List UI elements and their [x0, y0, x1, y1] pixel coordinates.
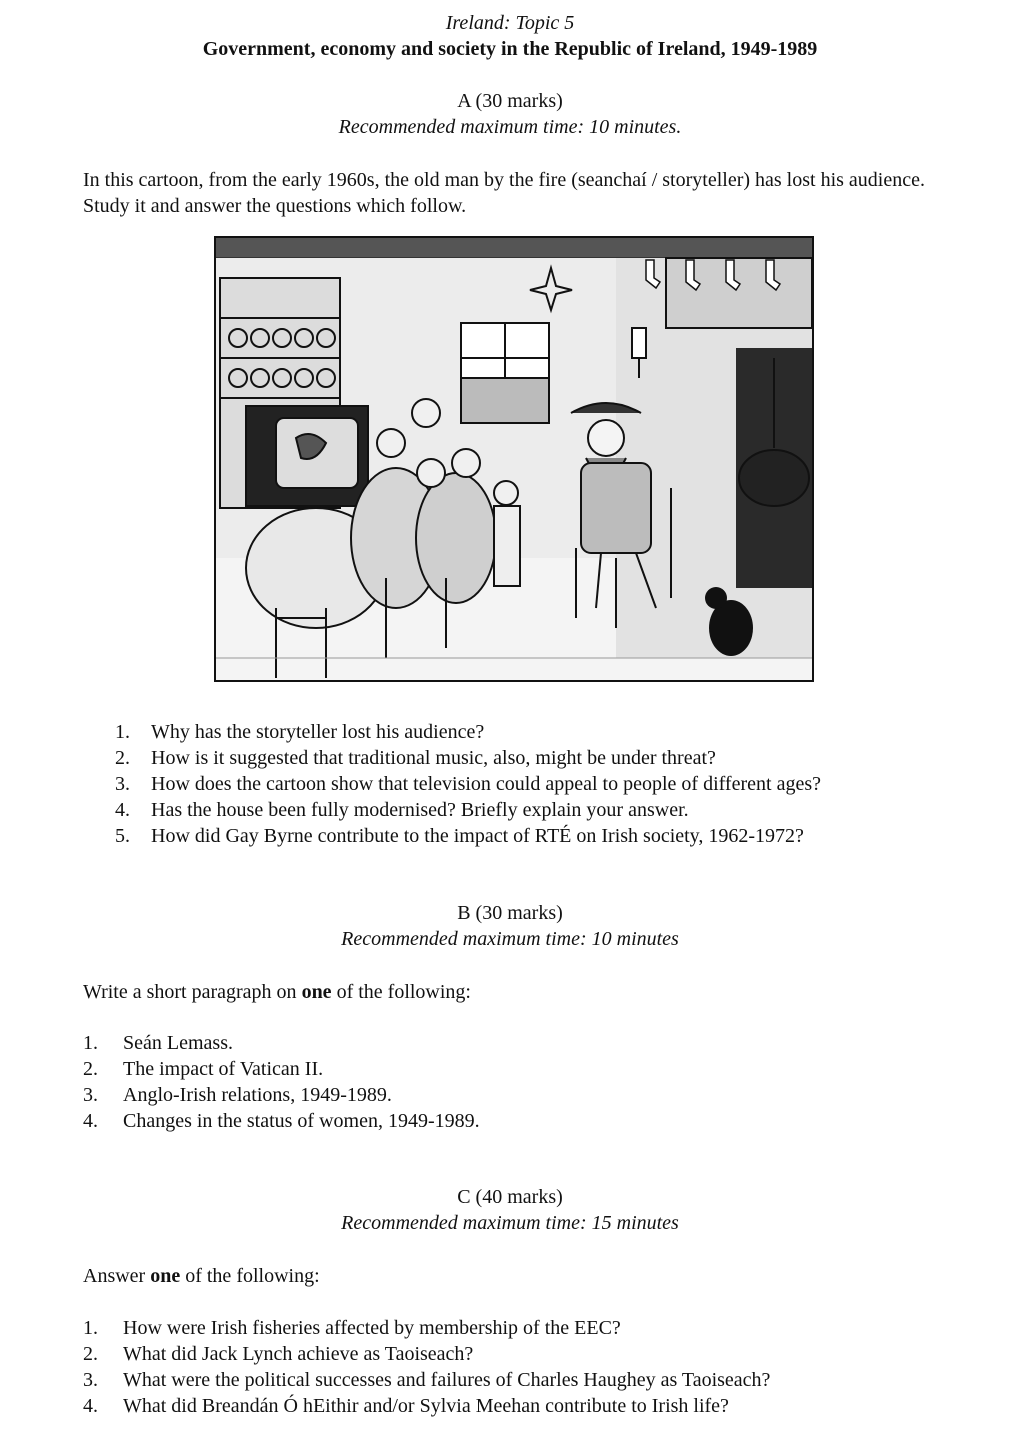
- list-item: 3. How does the cartoon show that television could appeal to people of different ages?: [115, 773, 821, 795]
- section-c-heading: C (40 marks): [457, 1186, 563, 1208]
- television: [246, 406, 368, 506]
- list-item: 3. What were the political successes and failures of Charles Haughey as Taoiseach?: [83, 1369, 771, 1391]
- page-title: Government, economy and society in the Republic of Ireland, 1949-1989: [202, 38, 818, 60]
- section-b-instruction: Write a short paragraph on one of the following:: [83, 981, 471, 1003]
- section-b-list: [83, 1030, 943, 1134]
- section-a-time: Recommended maximum time: 10 minutes.: [338, 116, 682, 138]
- section-c-instruction: Answer one of the following:: [83, 1265, 320, 1287]
- section-c-time: Recommended maximum time: 15 minutes: [341, 1212, 679, 1234]
- section-c-list: [83, 1315, 943, 1419]
- list-item: 1. Seán Lemass.: [83, 1032, 233, 1054]
- section-a-questions: [115, 719, 935, 849]
- list-item: 2. What did Jack Lynch achieve as Taoiseach?: [83, 1343, 474, 1365]
- list-item: 4. What did Breandán Ó hEithir and/or Sylvia Meehan contribute to Irish life?: [83, 1395, 729, 1417]
- list-item: 1. How were Irish fisheries affected by membership of the EEC?: [83, 1317, 621, 1339]
- section-b-time: Recommended maximum time: 10 minutes: [341, 928, 679, 950]
- list-item: 3. Anglo-Irish relations, 1949-1989.: [83, 1084, 392, 1106]
- section-a-heading: A (30 marks): [457, 90, 563, 112]
- list-item: 2. How is it suggested that traditional music, also, might be under threat?: [115, 747, 716, 769]
- list-item: 4. Changes in the status of women, 1949-1989.: [83, 1110, 480, 1132]
- section-b-heading: B (30 marks): [457, 902, 563, 924]
- list-item: 1. Why has the storyteller lost his audience?: [115, 721, 485, 743]
- cartoon-image: [214, 236, 814, 682]
- topic-label: Ireland: Topic 5: [445, 12, 575, 34]
- list-item: 5. How did Gay Byrne contribute to the impact of RTÉ on Irish society, 1962-1972?: [115, 825, 804, 847]
- list-item: 4. Has the house been fully modernised? Briefly explain your answer.: [115, 799, 689, 821]
- section-a-intro: In this cartoon, from the early 1960s, the old man by the fire (seanchaí / storyteller) has lost his audience. Study it and answer the questions which follow.: [83, 169, 925, 217]
- list-item: 2. The impact of Vatican II.: [83, 1058, 324, 1080]
